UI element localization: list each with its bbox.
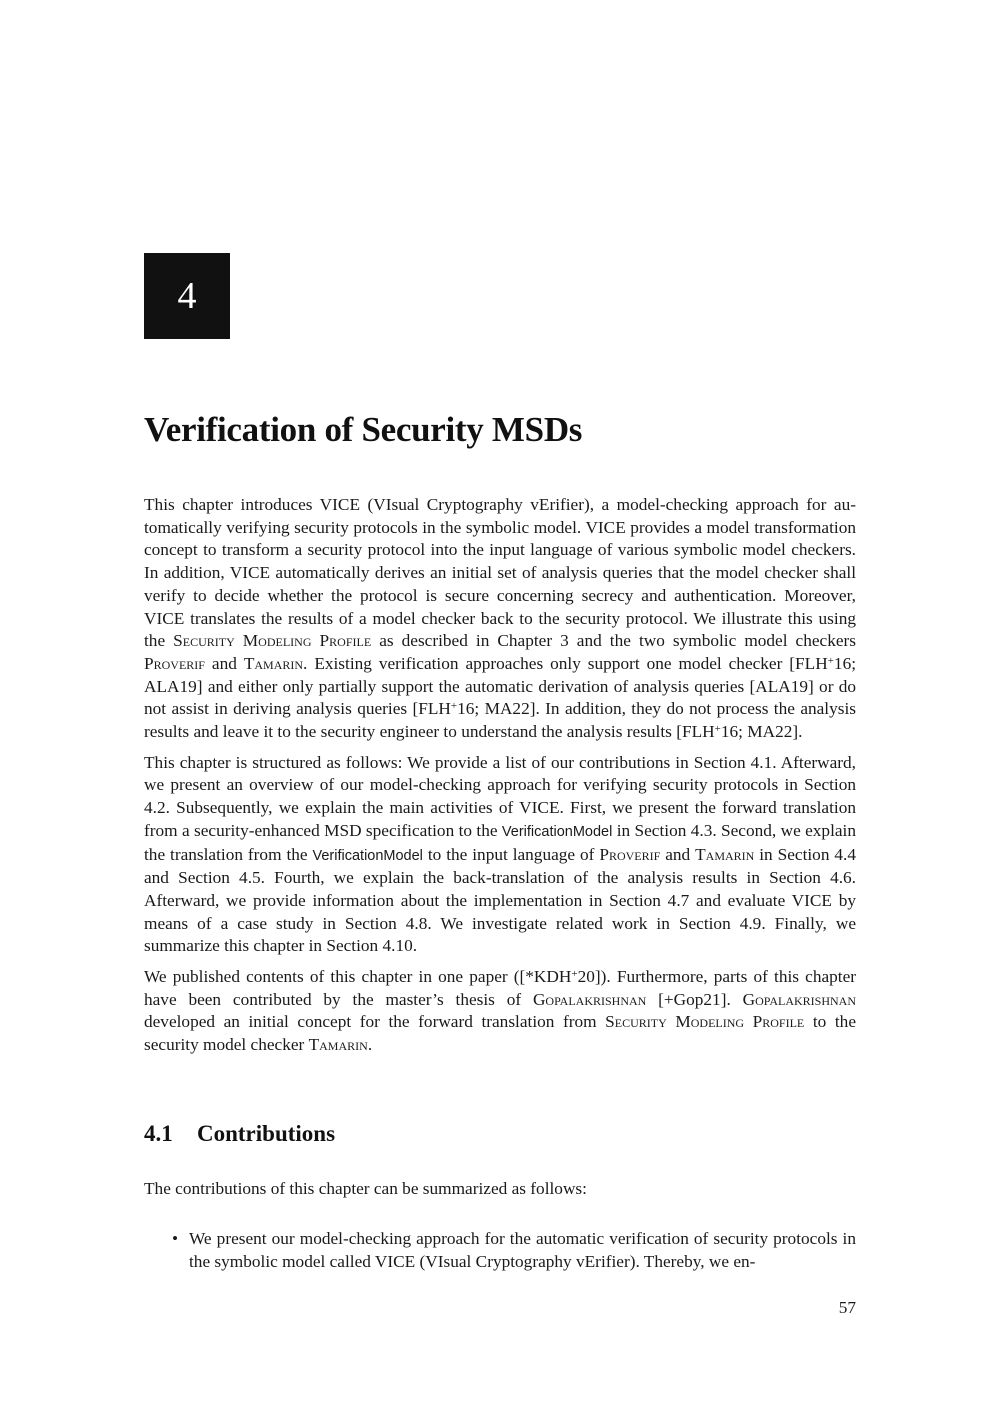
- chapter-body: [144, 494, 856, 1065]
- section-number: 4.1: [144, 1121, 173, 1146]
- paragraph-intro: This chapter introduces VICE (VIsual Cryptography vErifier), a model-checking approach for automatically verifying security protocols in the symbolic model. VICE provides a model transformation concept to transform a security protocol into the input language of various symbolic model checkers. In addition, VICE automatically derives an initial set of analysis queries that the model checker shall verify to decide whether the protocol is secure concerning secrecy and authentication. Moreover, VICE translates the results of a model checker back to the security protocol. We illustrate this using the Security Modeling Profile as described in Chapter 3 and the two symbolic model checkers Proverif and Tamarin. Existing verification approaches only support one model checker [FLH+16; ALA19] and either only partially support the automatic derivation of analysis queries [ALA19] or do not assist in deriving analysis queries [FLH+16; MA22]. In addition, they do not process the analysis results and leave it to the security engineer to understand the analysis results [FLH+16; MA22].: [144, 495, 857, 742]
- chapter-number-box: [144, 253, 230, 339]
- bullet-icon: •: [172, 1229, 179, 1248]
- paragraph-structure: This chapter is structured as follows: We provide a list of our contributions in Section 4.1. Afterward, we present an overview of our model-checking approach for verifying security protocols in Section 4.2. Subsequently, we explain the main activities of VICE. First, we present the forward translation from a security-enhanced MSD specification to the VerificationModel in Section 4.3. Second, we explain the translation from the VerificationModel to the input language of Proverif and Tamarin in Section 4.4 and Section 4.5. Fourth, we explain the back-translation of the analysis results in Section 4.6. Afterward, we provide information about the implementation in Section 4.7 and evaluate VICE by means of a case study in Section 4.8. We investigate related work in Section 4.9. Finally, we summarize this chapter in Section 4.10.: [144, 752, 856, 956]
- section-intro: The contributions of this chapter can be summarized as follows:: [144, 1179, 587, 1198]
- chapter-number: 4: [177, 275, 197, 317]
- list-item: [172, 1228, 856, 1273]
- chapter-title: Verification of Security MSDs: [144, 410, 583, 449]
- list-item-text: We present our model-checking approach for the automatic verification of security protocols in the symbolic model called VICE (VIsual Cryptography vErifier). Thereby, we en-: [189, 1229, 856, 1271]
- section-heading: [144, 1121, 335, 1147]
- section-title: Contributions: [197, 1121, 336, 1146]
- page-number: 57: [838, 1298, 856, 1317]
- paragraph-publications: We published contents of this chapter in one paper ([*KDH+20]). Furthermore, parts of this chapter have been contributed by the master’s thesis of Gopalakrishnan [+Gop21]. Gopalakrishnan developed an initial concept for the forward translation from Security Modeling Profile to the security model checker Tamarin.: [144, 967, 857, 1055]
- contributions-list: [172, 1228, 856, 1273]
